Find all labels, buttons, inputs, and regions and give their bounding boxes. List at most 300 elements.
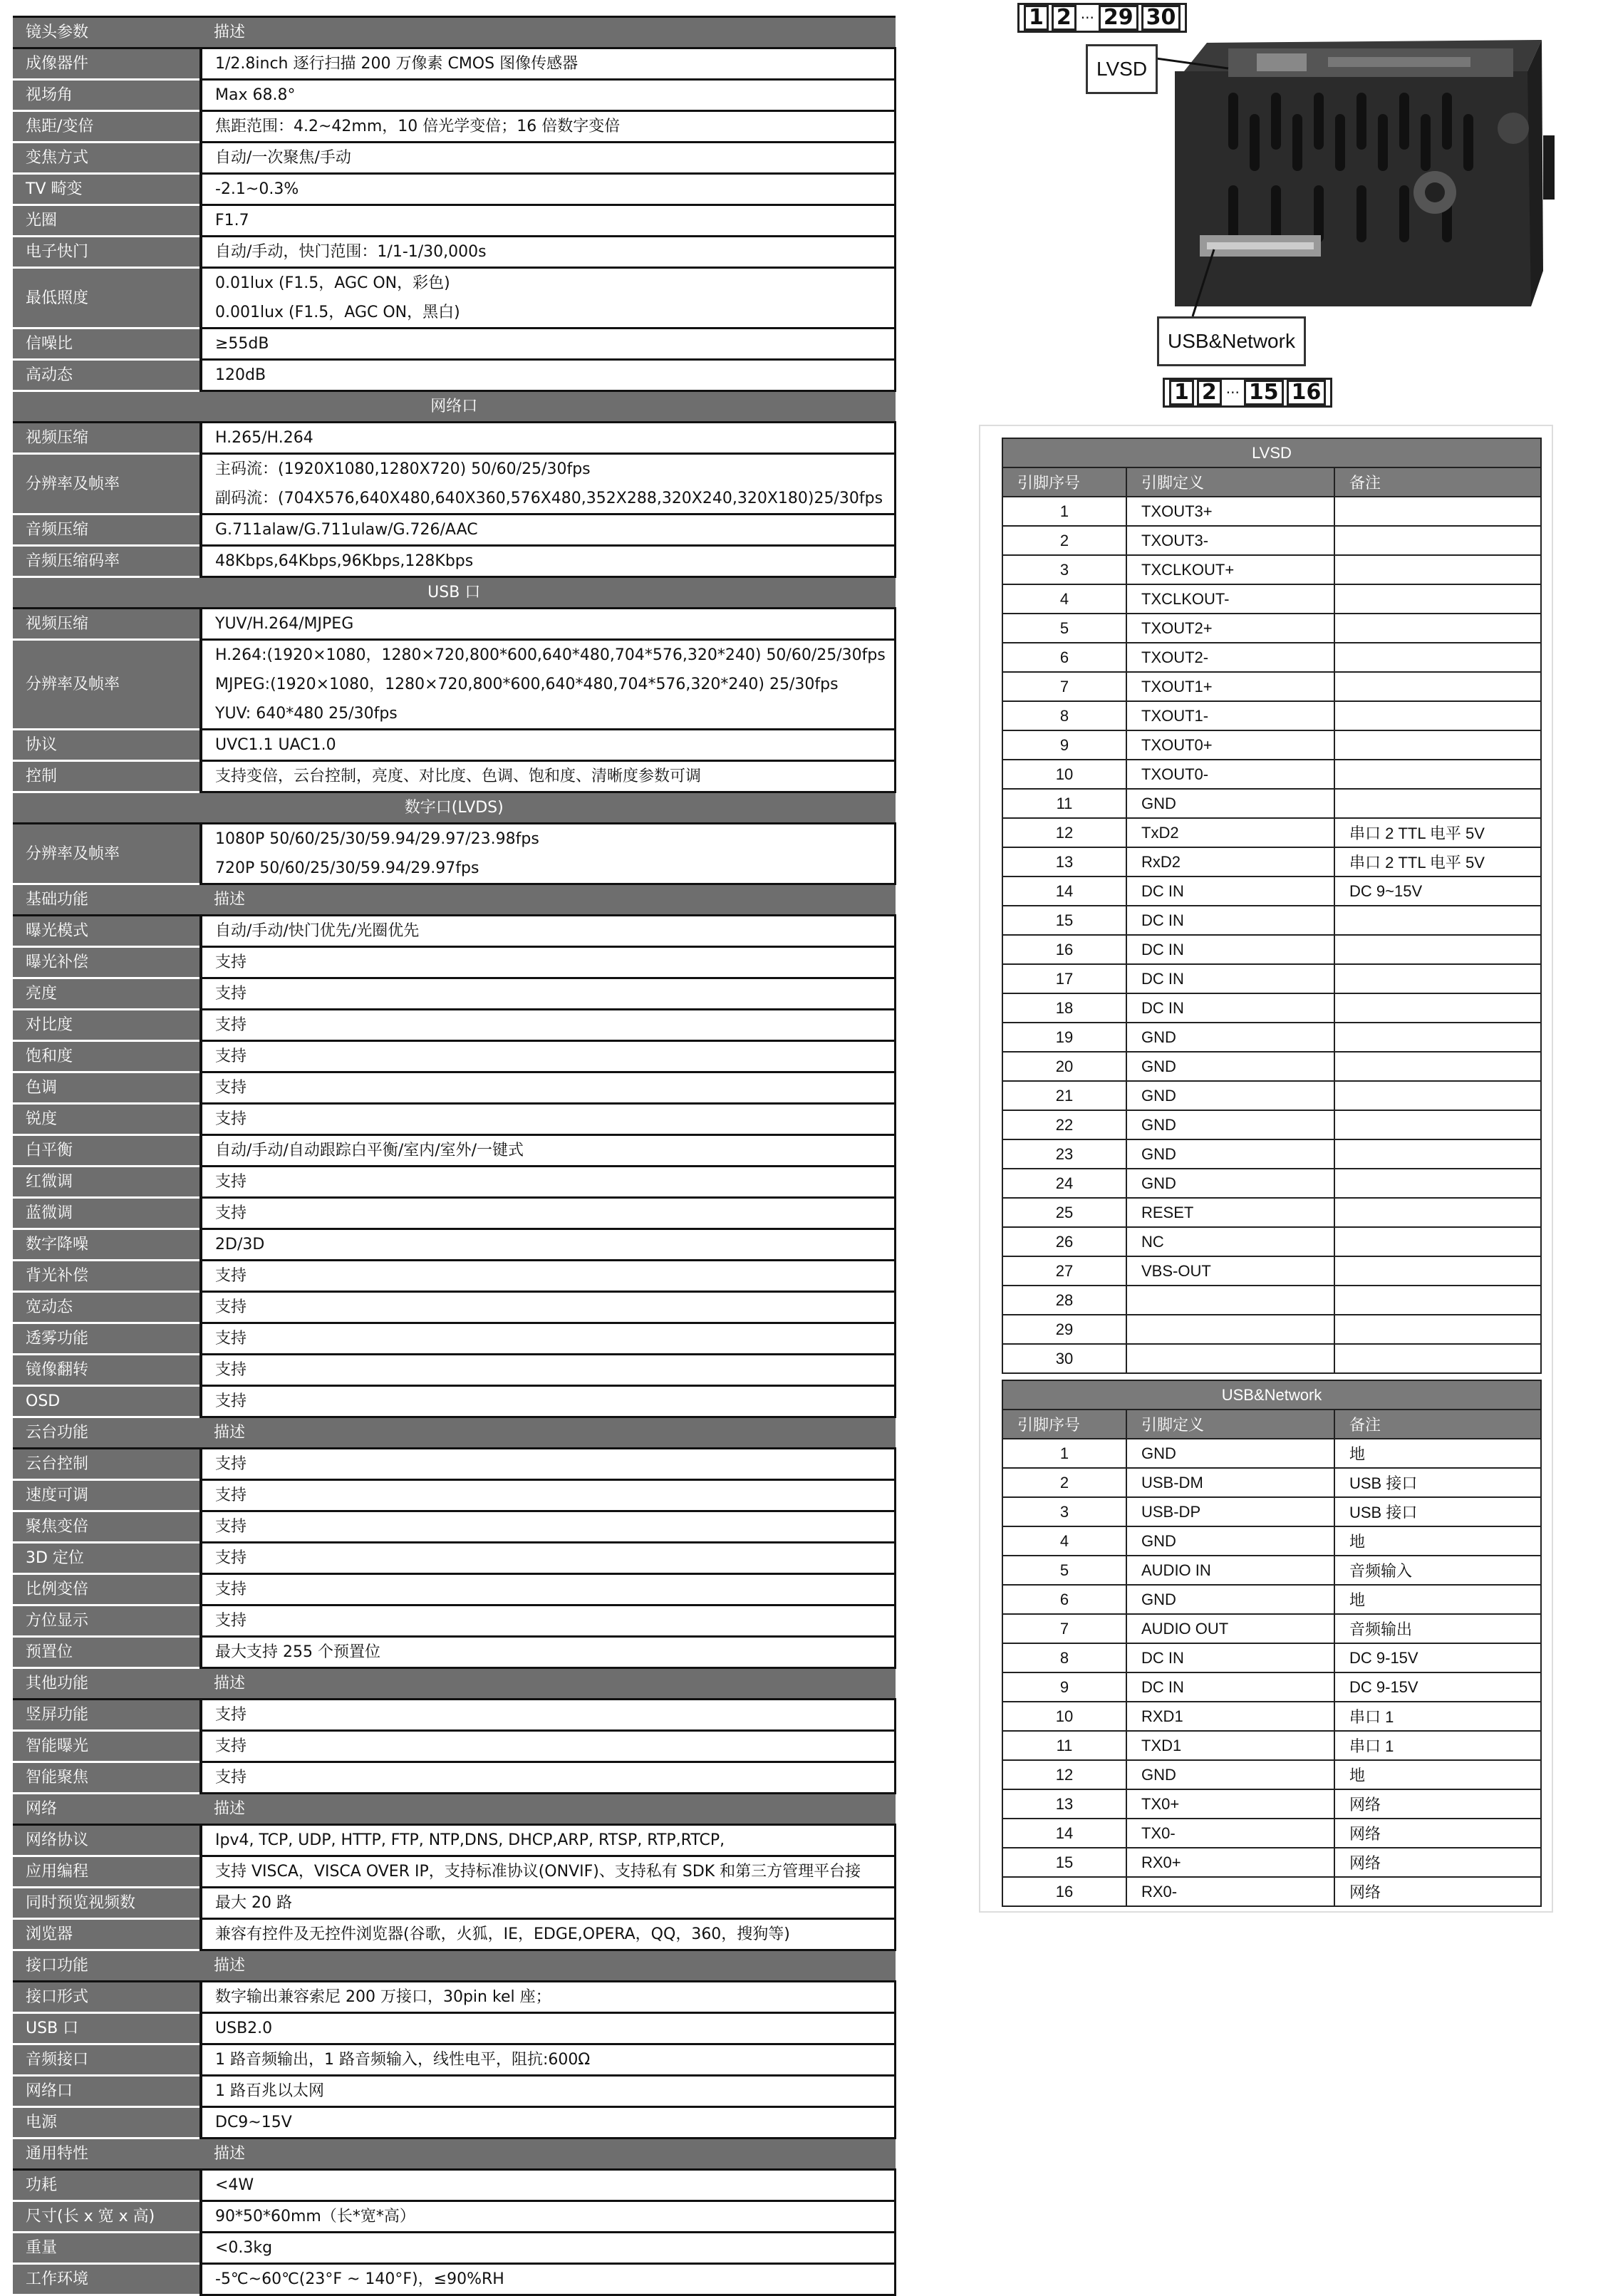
- spec-row: [13, 1856, 896, 1888]
- pin-note: [1334, 1169, 1541, 1198]
- spec-value: [201, 1417, 896, 1449]
- spec-label: 速度可调: [13, 1480, 201, 1511]
- pin-definition: [1126, 1315, 1334, 1344]
- spec-value-line: 支持: [215, 1549, 247, 1567]
- pin-row: [1002, 935, 1541, 964]
- spec-value: [201, 730, 896, 761]
- spec-value: [201, 1700, 896, 1731]
- spec-value-line: 描述: [214, 891, 246, 909]
- pin-note: 网络: [1334, 1819, 1541, 1848]
- spec-value-line: 720P 50/60/25/30/59.94/29.97fps: [215, 859, 479, 877]
- spec-label: 接口形式: [13, 1982, 201, 2013]
- section-title: 数字口(LVDS): [13, 792, 896, 824]
- spec-value: [201, 1637, 896, 1668]
- pin-definition: TXOUT1-: [1126, 701, 1334, 730]
- pin-note: DC 9~15V: [1334, 876, 1541, 906]
- spec-value: [201, 423, 896, 454]
- pin-number: 8: [1002, 701, 1126, 730]
- pin-definition: DC IN: [1126, 1643, 1334, 1672]
- pin-note: USB 接口: [1334, 1497, 1541, 1526]
- pin-note: [1334, 672, 1541, 701]
- spec-value: [201, 1261, 896, 1292]
- pin-definition: RX0+: [1126, 1848, 1334, 1877]
- pin-note: [1334, 1286, 1541, 1315]
- spec-row: [13, 423, 896, 454]
- spec-value-line: 90*50*60mm（长*宽*高）: [215, 2208, 415, 2225]
- spec-value: [201, 1856, 896, 1888]
- pin-number: 13: [1002, 847, 1126, 876]
- spec-label: 网络: [13, 1794, 201, 1825]
- pin-row: [1002, 1848, 1541, 1877]
- pin-definition: TXCLKOUT+: [1126, 555, 1334, 584]
- pin-note: [1334, 1315, 1541, 1344]
- spec-row: [13, 1511, 896, 1543]
- spec-label: 色调: [13, 1072, 201, 1104]
- spec-value-line: 支持: [215, 1298, 247, 1316]
- spec-value-line: 支持: [215, 1392, 247, 1410]
- pin-table-title-row: [1002, 438, 1541, 467]
- spec-label: OSD: [13, 1386, 201, 1417]
- pin-row: [1002, 1702, 1541, 1731]
- pin-number: 29: [1002, 1315, 1126, 1344]
- spec-row: [13, 205, 896, 237]
- pin-note: [1334, 526, 1541, 555]
- pin-note: [1334, 993, 1541, 1023]
- spec-row: [13, 824, 896, 884]
- pin-definition: RxD2: [1126, 847, 1334, 876]
- spec-value: [201, 1323, 896, 1355]
- spec-value: [201, 1104, 896, 1135]
- spec-value: [201, 609, 896, 640]
- spec-value: [201, 1574, 896, 1605]
- spec-value: [201, 1229, 896, 1261]
- spec-row: [13, 1637, 896, 1668]
- pin-number: 1: [1002, 1439, 1126, 1468]
- pin-column-header: 引脚序号: [1002, 467, 1126, 497]
- pin-note: [1334, 789, 1541, 818]
- spec-row: [13, 1323, 896, 1355]
- spec-label: 音频压缩: [13, 514, 201, 546]
- pin-row: [1002, 1139, 1541, 1169]
- usb-network-pin-numbering: 1 2 ··· 15 16: [1163, 378, 1332, 408]
- usb-network-pin-table: [1002, 1380, 1542, 1907]
- pin-number: 26: [1002, 1227, 1126, 1256]
- spec-value-line: 支持 VISCA，VISCA OVER IP，支持标准协议(ONVIF)、支持私有 SDK 和第三方管理平台接: [215, 1863, 861, 1881]
- spec-label: 视场角: [13, 80, 201, 111]
- spec-label: 3D 定位: [13, 1543, 201, 1574]
- spec-label: 透雾功能: [13, 1323, 201, 1355]
- spec-value: [201, 1355, 896, 1386]
- pin-number: 6: [1002, 1585, 1126, 1614]
- pin-note: [1334, 906, 1541, 935]
- spec-label: 蓝微调: [13, 1198, 201, 1229]
- spec-value: [201, 546, 896, 577]
- pin-number: 2: [1002, 1468, 1126, 1497]
- pin-number: 11: [1002, 1731, 1126, 1760]
- pin-number: 28: [1002, 1286, 1126, 1315]
- pin-definition: DC IN: [1126, 935, 1334, 964]
- spec-row: [13, 329, 896, 360]
- spec-row: [13, 916, 896, 947]
- spec-value-line: 支持: [215, 1518, 247, 1536]
- spec-value-line: 自动/一次聚焦/手动: [215, 149, 351, 167]
- pin-row: [1002, 1585, 1541, 1614]
- lvsd-pin-table: [1002, 438, 1542, 1374]
- pin-note: [1334, 643, 1541, 672]
- pin-definition: RESET: [1126, 1198, 1334, 1227]
- spec-value-line: 描述: [214, 1424, 246, 1442]
- spec-label: 饱和度: [13, 1041, 201, 1072]
- pin-row: [1002, 1789, 1541, 1819]
- spec-value-line: -2.1~0.3%: [215, 180, 299, 198]
- pin-note: 网络: [1334, 1848, 1541, 1877]
- spec-value: [201, 2076, 896, 2107]
- pin-number: 30: [1002, 1344, 1126, 1373]
- pin-note: 地: [1334, 1585, 1541, 1614]
- spec-table: [13, 16, 896, 2296]
- pin-note: [1334, 1256, 1541, 1286]
- spec-value-line: 自动/手动/自动跟踪白平衡/室内/室外/一键式: [215, 1142, 524, 1159]
- pin-definition: TXOUT2-: [1126, 643, 1334, 672]
- spec-row: [13, 1480, 896, 1511]
- spec-row: [13, 360, 896, 391]
- spec-label: 聚焦变倍: [13, 1511, 201, 1543]
- spec-row: [13, 1574, 896, 1605]
- spec-row: [13, 514, 896, 546]
- pin-row: [1002, 760, 1541, 789]
- spec-value-line: H.264:(1920×1080，1280×720,800*600,640*480,704*576,320*240) 50/60/25/30fps: [215, 646, 886, 664]
- spec-value-line: 支持: [215, 953, 247, 971]
- spec-label: 协议: [13, 730, 201, 761]
- spec-value: [201, 174, 896, 205]
- pin-number: 24: [1002, 1169, 1126, 1198]
- spec-label: 锐度: [13, 1104, 201, 1135]
- pin-definition: RX0-: [1126, 1877, 1334, 1906]
- pin-note: 地: [1334, 1439, 1541, 1468]
- spec-value-line: H.265/H.264: [215, 429, 313, 447]
- spec-value-line: 描述: [214, 1957, 246, 1975]
- pin-note: USB 接口: [1334, 1468, 1541, 1497]
- spec-label: 智能曝光: [13, 1731, 201, 1762]
- pin-note: [1334, 1344, 1541, 1373]
- spec-label: 曝光模式: [13, 916, 201, 947]
- spec-group-header: [13, 1668, 896, 1700]
- pin-number: 7: [1002, 672, 1126, 701]
- pin-row: [1002, 701, 1541, 730]
- pin-number: 22: [1002, 1110, 1126, 1139]
- spec-value-line: 1 路音频输出，1 路音频输入，线性电平，阻抗:600Ω: [215, 2051, 591, 2069]
- pin-table-header-row: [1002, 467, 1541, 497]
- pin-definition: TXOUT2+: [1126, 614, 1334, 643]
- pin-number: 8: [1002, 1643, 1126, 1672]
- spec-value-line: 支持: [215, 1267, 247, 1285]
- pin-definition: GND: [1126, 1585, 1334, 1614]
- spec-row: [13, 80, 896, 111]
- pin-column-header: 备注: [1334, 467, 1541, 497]
- spec-row: [13, 609, 896, 640]
- pin-row: [1002, 1468, 1541, 1497]
- pin-row: [1002, 1760, 1541, 1789]
- spec-label: 电子快门: [13, 237, 201, 268]
- spec-value-line: YUV/H.264/MJPEG: [215, 615, 354, 633]
- spec-value: [201, 111, 896, 143]
- spec-value: [201, 1919, 896, 1950]
- spec-label: 对比度: [13, 1010, 201, 1041]
- spec-label: 最低照度: [13, 268, 201, 329]
- pin-number: 27: [1002, 1256, 1126, 1286]
- pin-row: [1002, 1526, 1541, 1556]
- spec-group-header: [13, 2139, 896, 2170]
- pin-row: [1002, 1731, 1541, 1760]
- pin-row: [1002, 1169, 1541, 1198]
- spec-label: 曝光补偿: [13, 947, 201, 978]
- pin-number: 11: [1002, 789, 1126, 818]
- spec-label: 光圈: [13, 205, 201, 237]
- spec-value-line: F1.7: [215, 212, 249, 229]
- spec-row: [13, 1762, 896, 1794]
- spec-label: 镜像翻转: [13, 1355, 201, 1386]
- spec-value-line: G.711alaw/G.711ulaw/G.726/AAC: [215, 521, 478, 539]
- spec-value-line: 自动/手动，快门范围：1/1-1/30,000s: [215, 243, 487, 261]
- pin-row: [1002, 1556, 1541, 1585]
- pin-note: [1334, 584, 1541, 614]
- spec-value: [201, 205, 896, 237]
- spec-label: TV 畸变: [13, 174, 201, 205]
- pin-row: [1002, 876, 1541, 906]
- spec-label: 变焦方式: [13, 143, 201, 174]
- pin-row: [1002, 1315, 1541, 1344]
- spec-row: [13, 2264, 896, 2295]
- spec-label: 网络协议: [13, 1825, 201, 1856]
- pin-definition: TXOUT1+: [1126, 672, 1334, 701]
- pin-note: [1334, 1023, 1541, 1052]
- spec-value: [201, 2170, 896, 2201]
- spec-row: [13, 730, 896, 761]
- pin-table-title-row: [1002, 1380, 1541, 1410]
- spec-label: 比例变倍: [13, 1574, 201, 1605]
- pin-number: 3: [1002, 555, 1126, 584]
- pin-note: [1334, 1110, 1541, 1139]
- pin-row: [1002, 1819, 1541, 1848]
- spec-group-header: [13, 17, 896, 48]
- spec-row: [13, 454, 896, 514]
- pin-row: [1002, 1614, 1541, 1643]
- pin-row: [1002, 497, 1541, 526]
- spec-value-line: 兼容有控件及无控件浏览器(谷歌，火狐，IE，EDGE,OPERA，QQ，360，搜狗等): [215, 1925, 790, 1943]
- spec-label: 功耗: [13, 2170, 201, 2201]
- pin-definition: GND: [1126, 789, 1334, 818]
- pin-definition-panel: [979, 425, 1553, 1913]
- pin-row: [1002, 1497, 1541, 1526]
- pin-number: 16: [1002, 935, 1126, 964]
- pin-definition: GND: [1126, 1139, 1334, 1169]
- spec-value: [201, 514, 896, 546]
- lvsd-pin-numbering: 1 2 ··· 29 30: [1017, 3, 1187, 33]
- pin-row: [1002, 584, 1541, 614]
- pin-row: [1002, 818, 1541, 847]
- spec-row: [13, 1543, 896, 1574]
- spec-label: 云台控制: [13, 1449, 201, 1480]
- spec-value-line: USB2.0: [215, 2020, 273, 2037]
- spec-value-line: 支持: [215, 1737, 247, 1755]
- spec-value: [201, 916, 896, 947]
- pin-definition: VBS-OUT: [1126, 1256, 1334, 1286]
- spec-row: [13, 1731, 896, 1762]
- spec-value-line: 1080P 50/60/25/30/59.94/29.97/23.98fps: [215, 830, 539, 848]
- pin-definition: GND: [1126, 1760, 1334, 1789]
- pin-row: [1002, 643, 1541, 672]
- spec-row: [13, 1888, 896, 1919]
- pin-number: 17: [1002, 964, 1126, 993]
- pin-row: [1002, 1110, 1541, 1139]
- spec-row: [13, 2201, 896, 2233]
- spec-value-line: 2D/3D: [215, 1236, 265, 1253]
- spec-value: [201, 80, 896, 111]
- pin-definition: TxD2: [1126, 818, 1334, 847]
- spec-label: 高动态: [13, 360, 201, 391]
- pin-note: [1334, 1081, 1541, 1110]
- spec-label: 智能聚焦: [13, 1762, 201, 1794]
- pin-number: 5: [1002, 1556, 1126, 1585]
- spec-label: 接口功能: [13, 1950, 201, 1982]
- pin-number: 15: [1002, 1848, 1126, 1877]
- pin-definition: AUDIO OUT: [1126, 1614, 1334, 1643]
- pin-note: 网络: [1334, 1877, 1541, 1906]
- spec-value-line: 支持: [215, 1455, 247, 1473]
- spec-value: [201, 1762, 896, 1794]
- pin-note: 串口 1: [1334, 1702, 1541, 1731]
- spec-row: [13, 111, 896, 143]
- pin-definition: GND: [1126, 1439, 1334, 1468]
- spec-label: 镜头参数: [13, 17, 201, 48]
- section-title: USB 口: [13, 577, 896, 609]
- spec-value-line: 支持: [215, 985, 247, 1003]
- spec-row: [13, 1292, 896, 1323]
- spec-row: [13, 546, 896, 577]
- spec-value-line: ≥55dB: [215, 335, 269, 353]
- spec-label: USB 口: [13, 2013, 201, 2044]
- spec-label: 尺寸(长 x 宽 x 高): [13, 2201, 201, 2233]
- spec-value: [201, 978, 896, 1010]
- pin-definition: GND: [1126, 1023, 1334, 1052]
- pin-definition: TXCLKOUT-: [1126, 584, 1334, 614]
- spec-label: 方位显示: [13, 1605, 201, 1637]
- spec-value: [201, 237, 896, 268]
- spec-value: [201, 1386, 896, 1417]
- spec-label: 网络口: [13, 2076, 201, 2107]
- pin-number: 21: [1002, 1081, 1126, 1110]
- pin-row: [1002, 1286, 1541, 1315]
- spec-value-line: 主码流：(1920X1080,1280X720) 50/60/25/30fps: [215, 460, 591, 478]
- spec-row: [13, 1135, 896, 1167]
- pin-note: DC 9-15V: [1334, 1672, 1541, 1702]
- spec-section-header: [13, 391, 896, 423]
- pin-definition: USB-DP: [1126, 1497, 1334, 1526]
- spec-row: [13, 1386, 896, 1417]
- spec-group-header: [13, 1794, 896, 1825]
- pin-definition: GND: [1126, 1110, 1334, 1139]
- spec-row: [13, 268, 896, 329]
- spec-value-line: 支持: [215, 1581, 247, 1598]
- pin-number: 23: [1002, 1139, 1126, 1169]
- pin-number: 20: [1002, 1052, 1126, 1081]
- pin-number: 19: [1002, 1023, 1126, 1052]
- spec-row: [13, 1261, 896, 1292]
- spec-value: [201, 1511, 896, 1543]
- pin-row: [1002, 1227, 1541, 1256]
- spec-label: 白平衡: [13, 1135, 201, 1167]
- spec-row: [13, 1229, 896, 1261]
- spec-value: [201, 2201, 896, 2233]
- spec-value: [201, 454, 896, 514]
- pin-note: 串口 1: [1334, 1731, 1541, 1760]
- pin-note: [1334, 1052, 1541, 1081]
- spec-label: 数字降噪: [13, 1229, 201, 1261]
- pin-definition: [1126, 1286, 1334, 1315]
- pin-row: [1002, 526, 1541, 555]
- spec-label: 通用特性: [13, 2139, 201, 2170]
- pin-definition: DC IN: [1126, 964, 1334, 993]
- pin-note: [1334, 555, 1541, 584]
- spec-value-line: 支持: [215, 1048, 247, 1065]
- pin-definition: NC: [1126, 1227, 1334, 1256]
- spec-value: [201, 17, 896, 48]
- spec-label: 背光补偿: [13, 1261, 201, 1292]
- spec-label: 同时预览视频数: [13, 1888, 201, 1919]
- spec-value-line: 支持: [215, 1706, 247, 1724]
- pin-definition: TX0+: [1126, 1789, 1334, 1819]
- spec-value-line: 支持: [215, 1204, 247, 1222]
- pin-number: 5: [1002, 614, 1126, 643]
- spec-label: 信噪比: [13, 329, 201, 360]
- spec-label: 分辨率及帧率: [13, 640, 201, 730]
- pin-column-header: 引脚定义: [1126, 1410, 1334, 1439]
- spec-value: [201, 1449, 896, 1480]
- spec-value-line: 副码流：(704X576,640X480,640X360,576X480,352X288,320X240,320X180)25/30fps: [215, 490, 883, 507]
- pin-note: [1334, 701, 1541, 730]
- pin-number: 12: [1002, 818, 1126, 847]
- pin-column-header: 引脚序号: [1002, 1410, 1126, 1439]
- spec-value: [201, 1135, 896, 1167]
- pin-definition: TXOUT0-: [1126, 760, 1334, 789]
- spec-value: [201, 2139, 896, 2170]
- pin-note: [1334, 497, 1541, 526]
- spec-value-line: 描述: [214, 24, 246, 41]
- spec-value-line: 1 路百兆以太网: [215, 2082, 324, 2100]
- pin-note: [1334, 1198, 1541, 1227]
- pin-row: [1002, 1643, 1541, 1672]
- spec-section-header: [13, 577, 896, 609]
- spec-value: [201, 1825, 896, 1856]
- pin-note: [1334, 935, 1541, 964]
- spec-value-line: DC9~15V: [215, 2114, 292, 2131]
- pin-note: 地: [1334, 1526, 1541, 1556]
- spec-label: 分辨率及帧率: [13, 824, 201, 884]
- spec-value-line: 描述: [214, 2145, 246, 2163]
- pin-number: 7: [1002, 1614, 1126, 1643]
- pin-row: [1002, 1023, 1541, 1052]
- spec-row: [13, 1825, 896, 1856]
- spec-value: [201, 1543, 896, 1574]
- pin-number: 9: [1002, 1672, 1126, 1702]
- pin-number: 9: [1002, 730, 1126, 760]
- spec-value-line: 48Kbps,64Kbps,96Kbps,128Kbps: [215, 552, 474, 570]
- pin-note: 串口 2 TTL 电平 5V: [1334, 847, 1541, 876]
- pin-number: 4: [1002, 1526, 1126, 1556]
- pin-note: 串口 2 TTL 电平 5V: [1334, 818, 1541, 847]
- spec-row: [13, 1104, 896, 1135]
- pin-definition: RXD1: [1126, 1702, 1334, 1731]
